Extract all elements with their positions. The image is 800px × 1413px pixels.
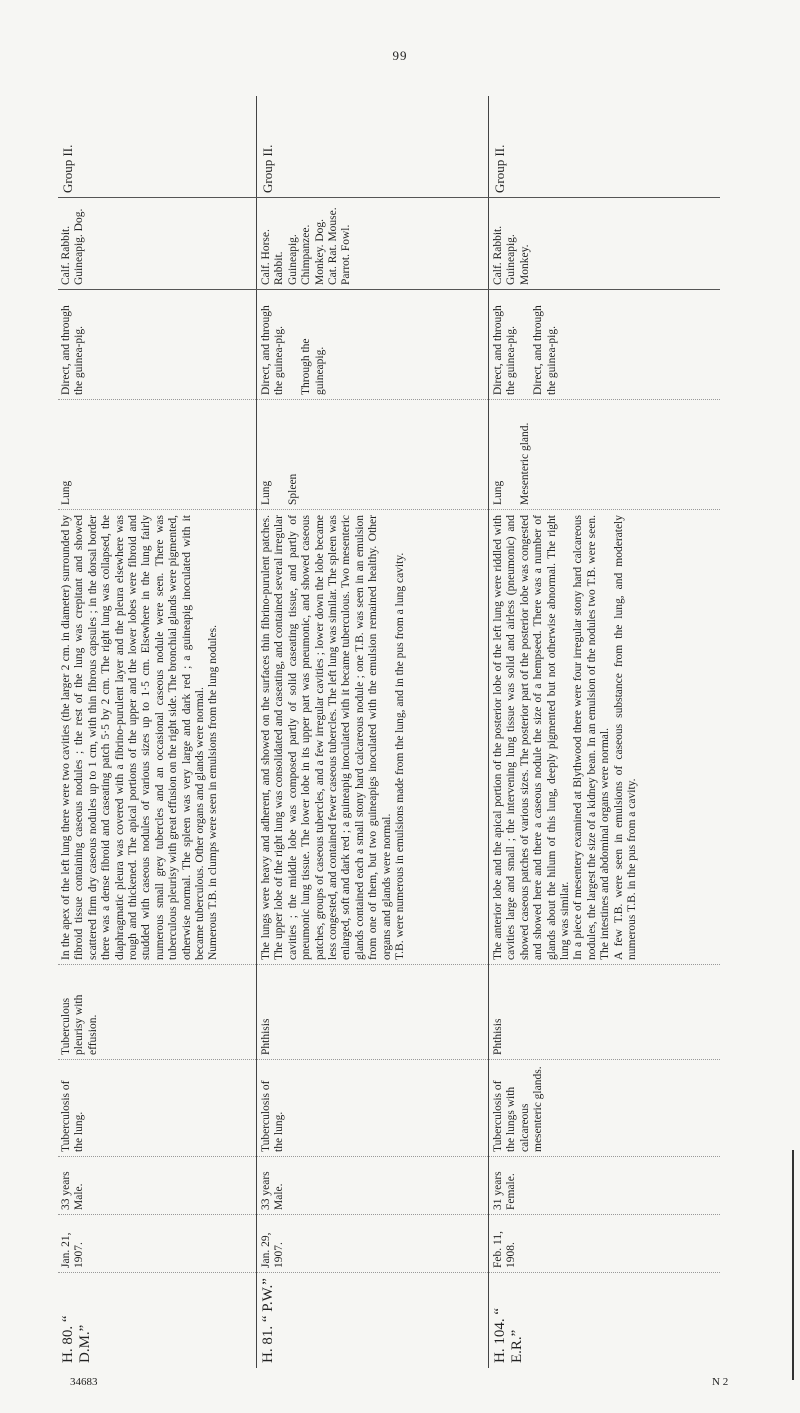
material: Lung Mesenteric gland. — [492, 422, 531, 505]
findings-paragraph: In the apex of the left lung there were two cavities (the larger 2 cm. in diameter) surrounded by fibroid tissue containing caseous nodules ; the rest of the lung was crepitant and showed scattered firm dry caseous nodules up to 1 cm, with thin fibrous capsules ; in the dorsal border there was a dense fibroid and caseating patch 5·5 by 2 cm. The right lung was collapsed, the diaphragmatic pleura was covered with a fibrino-purulent layer and the pleura elsewhere was rough and thickened. The apical portions of the upper and the lower lobes were fibroid and studded with caseous nodules of various sizes up to 1·5 cm. Elsewhere in the lung fairly numerous small grey tubercles and an occasional caseous nodule were seen. There was tuberculous pleurisy with great effusion on the right side. The bronchial glands were pigmented, otherwise normal. The spleen was very large and dark red ; a guineapig inoculated with it became tuberculous. Other organs and glands were normal. — [60, 515, 207, 960]
findings-paragraph: In a piece of mesentery examined at Blythwood there were four irregular stony hard calcareous nodules, the largest the size of a kidney bean. In an emulsion of the nodules two T.B. were seen. The intestines and abdominal organs were normal. — [572, 515, 612, 960]
group-label: Group II. — [492, 144, 507, 193]
footer-print-code: 34683 — [70, 1376, 98, 1388]
case-id: H. 81. “ P.W.” — [260, 1278, 276, 1363]
case-date: Feb. 11, 1908. — [492, 1231, 518, 1268]
table-row — [58, 96, 256, 1368]
column-divider — [58, 509, 720, 510]
postmortem-findings — [58, 510, 256, 965]
material: Lung — [60, 480, 72, 505]
column-divider — [58, 197, 720, 198]
column-divider — [58, 1214, 720, 1215]
column-divider — [58, 399, 720, 400]
clinical-diagnosis: Tuberculous pleurisy with effusion. — [60, 994, 99, 1055]
case-date: Jan. 29, 1907. — [260, 1232, 286, 1268]
animals-inoculated: Calf. Rabbit. Guineapig. Dog. — [60, 208, 86, 285]
inoculation-method: Direct, and through the guinea-pig. Through the guineapig. — [260, 305, 326, 395]
column-divider — [58, 1059, 720, 1060]
clinical-diagnosis: Phthisis — [260, 1018, 272, 1055]
material: Lung Spleen — [260, 473, 299, 505]
diagnosis: Tuberculosis of the lung. — [260, 1080, 286, 1152]
case-date: Jan. 21, 1907. — [60, 1232, 86, 1268]
column-divider — [58, 964, 720, 965]
animals-inoculated: Calf. Rabbit. Guineapig. Monkey. — [492, 225, 531, 285]
column-divider — [58, 1272, 720, 1273]
animals-inoculated: Calf. Horse. Rabbit. Guineapig. Chimpanzee. Monkey. Dog. Cat. Rat. Mouse. Parrot. Fowl. — [260, 207, 353, 285]
row-divider — [488, 96, 489, 1368]
table-row — [490, 96, 720, 1368]
case-id: H. 104. “ E.R.” — [492, 1308, 525, 1363]
footer-signature: N 2 — [712, 1376, 729, 1388]
postmortem-findings — [490, 510, 720, 965]
age-sex: 33 years Male. — [260, 1171, 286, 1210]
group-label: Group II. — [260, 144, 275, 193]
findings-paragraph: Numerous T.B. in clumps were seen in emulsions from the lung nodules. — [207, 625, 220, 960]
row-divider — [256, 96, 257, 1368]
case-id: H. 80. “ D.M.” — [60, 1315, 93, 1363]
page-edge-rule — [792, 1150, 794, 1380]
findings-paragraph: The lungs were heavy and adherent, and showed on the surfaces thin fibrino-purulent patches. The upper lobe of the right lung was consolidated and caseating, and contained several irregular cavities ; the middle lobe was composed partly of solid caseating tissue, and partly of pneumonic lung tissue. The lower lobe in its upper part was pneumonic, and showed caseous patches, groups of caseous tubercles, and a few irregular cavities ; lower down the lobe became less congested, and contained fewer caseous tubercles. The left lung was similar. The spleen was enlarged, soft and dark red ; a guineapig inoculated with it became tuberculous. Two mesenteric glands contained each a small stony hard calcareous nodule ; one T.B. was seen in an emulsion from one of them, but two guineapigs inoculated with the emulsion remained healthy. Other organs and glands were normal. — [260, 515, 393, 960]
postmortem-findings — [258, 510, 488, 965]
findings-paragraph: A few T.B. were seen in emulsions of caseous substance from the lung, and moderately numerous T.B. in the pus from a cavity. — [612, 515, 639, 960]
age-sex: 31 years Female. — [492, 1171, 518, 1210]
diagnosis: Tuberculosis of the lungs with calcareous mesenteric glands. — [492, 1066, 545, 1152]
table-row — [258, 96, 488, 1368]
column-divider — [58, 289, 720, 290]
findings-paragraph: The anterior lobe and the apical portion of the posterior lobe of the left lung were riddled with cavities large and small ; the intervening lung tissue was solid and airless (pneumonic) and showed caseous patches of various sizes. The posterior part of the posterior lobe was congested and showed here and there a caseous nodule the size of a hempseed. There was a number of glands about the hilum of this lung, deeply pigmented but not otherwise abnormal. The right lung was similar. — [492, 515, 572, 960]
group-label: Group II. — [60, 144, 75, 193]
inoculation-method: Direct, and through the guinea-pig. — [60, 305, 86, 395]
page-number: 99 — [392, 48, 408, 63]
age-sex: 33 years Male. — [60, 1171, 86, 1210]
column-divider — [58, 1156, 720, 1157]
clinical-diagnosis: Phthisis — [492, 1018, 504, 1055]
diagnosis: Tuberculosis of the lung. — [60, 1080, 86, 1152]
findings-paragraph: T.B. were numerous in emulsions made from the lung, and in the pus from a lung cavity. — [394, 552, 407, 960]
rotated-table — [58, 96, 720, 1368]
inoculation-method: Direct, and through the guinea-pig. Direct, and through the guinea-pig. — [492, 305, 558, 395]
